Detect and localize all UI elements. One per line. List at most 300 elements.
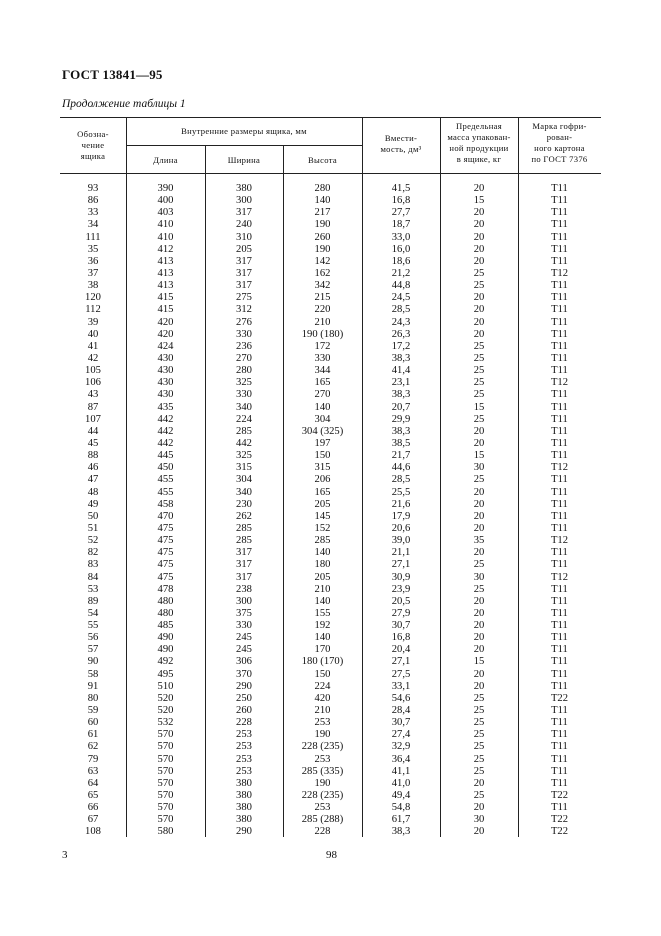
cell-designation: 39 xyxy=(87,316,99,328)
cell-max-mass: 20 xyxy=(473,292,485,304)
cell-length: 455 xyxy=(157,486,174,498)
cell-cardboard-grade: Т11 xyxy=(551,474,568,486)
header-designation: Обозна- чение ящика xyxy=(77,129,109,161)
cell-length: 495 xyxy=(157,668,174,680)
cell-capacity: 20,5 xyxy=(391,595,411,607)
cell-cardboard-grade: Т11 xyxy=(551,729,568,741)
cell-capacity: 30,9 xyxy=(391,571,411,583)
cell-capacity: 32,9 xyxy=(391,741,411,753)
cell-designation: 108 xyxy=(85,826,101,838)
cell-width: 290 xyxy=(236,826,252,838)
cell-cardboard-grade: Т12 xyxy=(550,377,569,389)
cell-capacity: 41,1 xyxy=(391,765,411,777)
table-row xyxy=(60,317,601,329)
cell-cardboard-grade: Т11 xyxy=(551,583,568,595)
cell-width: 240 xyxy=(236,219,252,231)
table-row xyxy=(60,620,601,632)
cell-cardboard-grade: Т11 xyxy=(551,437,568,449)
cell-cardboard-grade: Т11 xyxy=(551,741,568,753)
cell-capacity: 38,3 xyxy=(391,425,411,437)
table-row xyxy=(60,814,601,826)
cell-cardboard-grade: Т11 xyxy=(551,425,568,437)
cell-length: 490 xyxy=(157,632,174,644)
cell-length: 435 xyxy=(157,401,174,413)
cell-height: 228 (235) xyxy=(301,790,344,802)
cell-capacity: 44,6 xyxy=(391,462,411,474)
page-number-left: 3 xyxy=(62,849,68,861)
table-row xyxy=(60,268,601,280)
cell-length: 475 xyxy=(157,522,174,534)
cell-height: 285 xyxy=(314,535,331,547)
cell-width: 260 xyxy=(236,705,252,717)
cell-max-mass: 25 xyxy=(473,365,485,377)
cell-designation: 120 xyxy=(85,292,101,304)
cell-length: 442 xyxy=(157,425,174,437)
cell-width: 312 xyxy=(236,304,252,316)
cell-designation: 51 xyxy=(87,522,99,534)
cell-max-mass: 25 xyxy=(473,280,485,292)
cell-width: 250 xyxy=(236,692,252,704)
cell-max-mass: 20 xyxy=(473,425,485,437)
cell-max-mass: 20 xyxy=(473,522,485,534)
cell-cardboard-grade: Т11 xyxy=(551,765,568,777)
table-row xyxy=(60,766,601,778)
cell-max-mass: 25 xyxy=(473,377,485,389)
cell-height: 304 xyxy=(314,413,331,425)
cell-cardboard-grade: Т11 xyxy=(551,183,568,194)
cell-length: 520 xyxy=(157,705,174,717)
cell-designation: 47 xyxy=(87,474,99,486)
document-subtitle: Продолжение таблицы 1 xyxy=(62,98,186,110)
cell-max-mass: 25 xyxy=(473,765,485,777)
cell-cardboard-grade: Т11 xyxy=(551,802,568,814)
cell-cardboard-grade: Т11 xyxy=(551,231,568,243)
cell-capacity: 21,7 xyxy=(391,450,411,462)
cell-height: 224 xyxy=(314,680,331,692)
table-row xyxy=(60,681,601,693)
table-row xyxy=(60,389,601,401)
cell-designation: 44 xyxy=(87,425,99,437)
cell-width: 330 xyxy=(236,620,252,632)
table-row xyxy=(60,754,601,766)
table-row xyxy=(60,632,601,644)
header-cardboard-grade: Марка гофри- рован- ного картона по ГОСТ 7376 xyxy=(531,121,588,164)
cell-capacity: 41,5 xyxy=(391,183,411,194)
cell-length: 390 xyxy=(157,183,174,194)
cell-cardboard-grade: Т11 xyxy=(551,498,568,510)
cell-width: 253 xyxy=(236,765,252,777)
cell-designation: 80 xyxy=(87,692,99,704)
cell-designation: 107 xyxy=(85,413,101,425)
cell-max-mass: 20 xyxy=(473,595,485,607)
cell-height: 165 xyxy=(314,377,331,389)
cell-cardboard-grade: Т11 xyxy=(551,401,568,413)
cell-length: 458 xyxy=(157,498,174,510)
cell-cardboard-grade: Т11 xyxy=(551,486,568,498)
cell-width: 380 xyxy=(236,802,252,814)
cell-max-mass: 25 xyxy=(473,413,485,425)
table-row xyxy=(60,292,601,304)
cell-width: 275 xyxy=(236,292,252,304)
cell-width: 340 xyxy=(236,486,252,498)
cell-width: 205 xyxy=(236,243,252,255)
cell-height: 270 xyxy=(314,389,331,401)
cell-max-mass: 20 xyxy=(473,243,485,255)
table-row xyxy=(60,644,601,656)
cell-width: 253 xyxy=(236,741,252,753)
cell-length: 415 xyxy=(157,304,174,316)
cell-max-mass: 25 xyxy=(473,729,485,741)
cell-height: 155 xyxy=(314,607,331,619)
cell-designation: 62 xyxy=(87,741,99,753)
cell-max-mass: 25 xyxy=(473,753,485,765)
cell-length: 475 xyxy=(157,547,174,559)
cell-max-mass: 25 xyxy=(473,267,485,279)
cell-width: 253 xyxy=(236,753,252,765)
cell-max-mass: 25 xyxy=(473,583,485,595)
cell-width: 238 xyxy=(236,583,252,595)
cell-height: 420 xyxy=(314,692,331,704)
cell-cardboard-grade: Т11 xyxy=(551,510,568,522)
cell-height: 253 xyxy=(314,753,331,765)
cell-max-mass: 20 xyxy=(473,231,485,243)
cell-cardboard-grade: Т11 xyxy=(551,632,568,644)
cell-max-mass: 20 xyxy=(473,547,485,559)
cell-cardboard-grade: Т11 xyxy=(551,304,568,316)
cell-max-mass: 25 xyxy=(473,389,485,401)
table-row xyxy=(60,377,601,389)
cell-designation: 40 xyxy=(87,328,99,340)
cell-length: 480 xyxy=(157,595,174,607)
cell-capacity: 27,9 xyxy=(391,607,411,619)
cell-length: 570 xyxy=(157,765,174,777)
cell-height: 142 xyxy=(314,255,331,267)
cell-capacity: 28,4 xyxy=(391,705,411,717)
cell-capacity: 16,0 xyxy=(391,243,411,255)
cell-height: 285 (288) xyxy=(301,814,344,826)
cell-max-mass: 20 xyxy=(473,826,485,838)
cell-length: 415 xyxy=(157,292,174,304)
cell-designation: 91 xyxy=(87,680,99,692)
cell-designation: 38 xyxy=(87,280,99,292)
cell-width: 280 xyxy=(236,365,252,377)
cell-length: 430 xyxy=(157,352,174,364)
cell-width: 300 xyxy=(236,595,252,607)
cell-length: 475 xyxy=(157,535,174,547)
cell-designation: 88 xyxy=(87,450,99,462)
cell-max-mass: 20 xyxy=(473,207,485,219)
cell-height: 190 xyxy=(314,729,331,741)
cell-width: 290 xyxy=(236,680,252,692)
cell-length: 403 xyxy=(157,207,174,219)
cell-height: 140 xyxy=(314,547,331,559)
cell-designation: 60 xyxy=(87,717,99,729)
cell-max-mass: 20 xyxy=(473,620,485,632)
cell-width: 245 xyxy=(236,632,252,644)
header-length: Длина xyxy=(153,155,178,165)
cell-cardboard-grade: Т22 xyxy=(550,790,569,802)
cell-max-mass: 20 xyxy=(473,328,485,340)
cell-length: 570 xyxy=(157,741,174,753)
cell-designation: 56 xyxy=(87,632,99,644)
cell-length: 430 xyxy=(157,389,174,401)
cell-width: 317 xyxy=(236,207,252,219)
cell-height: 342 xyxy=(314,280,331,292)
cell-length: 570 xyxy=(157,802,174,814)
cell-width: 315 xyxy=(236,462,252,474)
cell-length: 485 xyxy=(157,620,174,632)
table-row xyxy=(60,219,601,231)
cell-length: 580 xyxy=(157,826,174,838)
cell-designation: 111 xyxy=(85,231,101,243)
cell-length: 570 xyxy=(157,790,174,802)
cell-width: 380 xyxy=(236,790,252,802)
cell-max-mass: 20 xyxy=(473,777,485,789)
cell-capacity: 18,7 xyxy=(391,219,411,231)
cell-width: 285 xyxy=(236,425,252,437)
header-max-mass: Предельная масса упакован- ной продукции в ящике, кг xyxy=(447,121,511,164)
cell-length: 420 xyxy=(157,328,174,340)
cell-designation: 42 xyxy=(87,352,99,364)
cell-cardboard-grade: Т11 xyxy=(551,328,568,340)
table-row xyxy=(60,535,601,547)
cell-width: 304 xyxy=(236,474,252,486)
cell-capacity: 18,6 xyxy=(391,255,411,267)
cell-capacity: 41,0 xyxy=(391,777,411,789)
document-title: ГОСТ 13841—95 xyxy=(62,67,163,82)
cell-max-mass: 20 xyxy=(473,183,485,194)
cell-capacity: 38,3 xyxy=(391,352,411,364)
header-width: Ширина xyxy=(227,155,261,165)
cell-cardboard-grade: Т11 xyxy=(551,219,568,231)
cell-height: 140 xyxy=(314,632,331,644)
cell-height: 152 xyxy=(314,522,331,534)
cell-width: 276 xyxy=(236,316,252,328)
cell-length: 413 xyxy=(157,280,174,292)
cell-max-mass: 35 xyxy=(473,535,485,547)
cell-designation: 54 xyxy=(87,607,99,619)
cell-length: 532 xyxy=(157,717,174,729)
cell-designation: 49 xyxy=(87,498,99,510)
cell-max-mass: 25 xyxy=(473,692,485,704)
cell-height: 330 xyxy=(314,352,331,364)
cell-capacity: 20,6 xyxy=(391,522,411,534)
cell-height: 217 xyxy=(314,207,331,219)
cell-cardboard-grade: Т11 xyxy=(551,717,568,729)
cell-width: 236 xyxy=(236,340,252,352)
cell-width: 262 xyxy=(236,510,252,522)
cell-capacity: 44,8 xyxy=(391,280,411,292)
cell-width: 317 xyxy=(236,267,252,279)
table-row xyxy=(60,438,601,450)
cell-width: 270 xyxy=(236,352,252,364)
cell-designation: 64 xyxy=(87,777,99,789)
cell-designation: 105 xyxy=(85,365,101,377)
table-row xyxy=(60,365,601,377)
table-row xyxy=(60,426,601,438)
cell-designation: 57 xyxy=(87,644,99,656)
cell-cardboard-grade: Т22 xyxy=(550,826,569,838)
cell-capacity: 49,4 xyxy=(391,790,411,802)
cell-height: 150 xyxy=(314,450,331,462)
cell-capacity: 27,1 xyxy=(391,656,411,668)
cell-max-mass: 20 xyxy=(473,316,485,328)
cell-height: 140 xyxy=(314,195,331,207)
cell-height: 140 xyxy=(314,401,331,413)
cell-height: 192 xyxy=(314,620,331,632)
table-row xyxy=(60,256,601,268)
cell-height: 190 xyxy=(314,243,331,255)
cell-designation: 58 xyxy=(87,668,99,680)
cell-designation: 43 xyxy=(87,389,99,401)
cell-cardboard-grade: Т11 xyxy=(551,280,568,292)
cell-cardboard-grade: Т11 xyxy=(551,365,568,377)
cell-max-mass: 20 xyxy=(473,668,485,680)
cell-designation: 59 xyxy=(87,705,99,717)
cell-cardboard-grade: Т12 xyxy=(550,535,569,547)
cell-length: 410 xyxy=(157,231,174,243)
cell-designation: 86 xyxy=(87,195,99,207)
cell-length: 442 xyxy=(157,413,174,425)
cell-max-mass: 20 xyxy=(473,510,485,522)
cell-designation: 106 xyxy=(85,377,101,389)
cell-designation: 82 xyxy=(87,547,99,559)
cell-cardboard-grade: Т12 xyxy=(550,462,569,474)
table-row xyxy=(60,523,601,535)
cell-height: 344 xyxy=(314,365,331,377)
cell-capacity: 20,4 xyxy=(391,644,411,656)
cell-max-mass: 20 xyxy=(473,607,485,619)
cell-designation: 84 xyxy=(87,571,99,583)
table-row xyxy=(60,341,601,353)
table-row xyxy=(60,207,601,219)
table-top-border xyxy=(60,117,601,118)
table-row xyxy=(60,462,601,474)
cell-cardboard-grade: Т11 xyxy=(551,680,568,692)
table-row xyxy=(60,450,601,462)
header-bottom-border xyxy=(60,173,601,174)
cell-width: 300 xyxy=(236,195,252,207)
cell-capacity: 61,7 xyxy=(391,814,411,826)
cell-designation: 53 xyxy=(87,583,99,595)
cell-width: 340 xyxy=(236,401,252,413)
cell-cardboard-grade: Т11 xyxy=(551,316,568,328)
cell-capacity: 38,3 xyxy=(391,389,411,401)
table-body xyxy=(60,183,601,839)
table-row xyxy=(60,499,601,511)
cell-capacity: 29,9 xyxy=(391,413,411,425)
cell-capacity: 27,4 xyxy=(391,729,411,741)
cell-capacity: 36,4 xyxy=(391,753,411,765)
cell-capacity: 21,2 xyxy=(391,267,411,279)
cell-capacity: 17,9 xyxy=(391,510,411,522)
cell-length: 445 xyxy=(157,450,174,462)
cell-max-mass: 15 xyxy=(473,450,485,462)
cell-cardboard-grade: Т11 xyxy=(551,413,568,425)
cell-height: 304 (325) xyxy=(301,425,344,437)
cell-designation: 35 xyxy=(87,243,99,255)
cell-width: 370 xyxy=(236,668,252,680)
data-table xyxy=(60,117,601,837)
cell-max-mass: 25 xyxy=(473,717,485,729)
cell-designation: 61 xyxy=(87,729,99,741)
cell-designation: 52 xyxy=(87,535,99,547)
cell-length: 450 xyxy=(157,462,174,474)
cell-designation: 48 xyxy=(87,486,99,498)
cell-width: 285 xyxy=(236,522,252,534)
cell-max-mass: 25 xyxy=(473,559,485,571)
table-row xyxy=(60,584,601,596)
cell-cardboard-grade: Т11 xyxy=(551,292,568,304)
cell-height: 315 xyxy=(314,462,331,474)
cell-designation: 41 xyxy=(87,340,99,352)
cell-capacity: 21,1 xyxy=(391,547,411,559)
cell-max-mass: 25 xyxy=(473,790,485,802)
cell-designation: 87 xyxy=(87,401,99,413)
cell-max-mass: 20 xyxy=(473,498,485,510)
cell-width: 245 xyxy=(236,644,252,656)
cell-capacity: 54,8 xyxy=(391,802,411,814)
cell-max-mass: 20 xyxy=(473,219,485,231)
cell-max-mass: 15 xyxy=(473,401,485,413)
cell-height: 253 xyxy=(314,802,331,814)
cell-height: 190 xyxy=(314,219,331,231)
cell-length: 413 xyxy=(157,267,174,279)
cell-cardboard-grade: Т11 xyxy=(551,559,568,571)
cell-cardboard-grade: Т11 xyxy=(551,777,568,789)
header-inner-dimensions: Внутренние размеры ящика, мм xyxy=(181,126,307,136)
table-row xyxy=(60,280,601,292)
cell-height: 150 xyxy=(314,668,331,680)
cell-width: 380 xyxy=(236,183,252,194)
cell-capacity: 27,7 xyxy=(391,207,411,219)
cell-cardboard-grade: Т11 xyxy=(551,352,568,364)
cell-width: 330 xyxy=(236,389,252,401)
cell-height: 280 xyxy=(314,183,331,194)
cell-height: 210 xyxy=(314,705,331,717)
cell-designation: 34 xyxy=(87,219,99,231)
cell-width: 380 xyxy=(236,814,252,826)
cell-designation: 46 xyxy=(87,462,99,474)
cell-designation: 45 xyxy=(87,437,99,449)
cell-capacity: 16,8 xyxy=(391,195,411,207)
page-number-center: 98 xyxy=(326,849,337,861)
cell-cardboard-grade: Т22 xyxy=(550,692,569,704)
cell-cardboard-grade: Т11 xyxy=(551,668,568,680)
cell-height: 190 xyxy=(314,777,331,789)
cell-capacity: 38,3 xyxy=(391,826,411,838)
cell-height: 172 xyxy=(314,340,331,352)
table-row xyxy=(60,802,601,814)
cell-width: 442 xyxy=(236,437,252,449)
cell-length: 430 xyxy=(157,365,174,377)
cell-max-mass: 25 xyxy=(473,741,485,753)
cell-designation: 37 xyxy=(87,267,99,279)
cell-cardboard-grade: Т11 xyxy=(551,595,568,607)
cell-width: 306 xyxy=(236,656,252,668)
cell-designation: 83 xyxy=(87,559,99,571)
cell-length: 430 xyxy=(157,377,174,389)
cell-max-mass: 30 xyxy=(473,571,485,583)
cell-height: 180 (170) xyxy=(301,656,344,668)
cell-cardboard-grade: Т12 xyxy=(550,267,569,279)
table-row xyxy=(60,487,601,499)
cell-length: 413 xyxy=(157,255,174,267)
table-row xyxy=(60,717,601,729)
cell-capacity: 23,1 xyxy=(391,377,411,389)
cell-width: 310 xyxy=(236,231,252,243)
cell-cardboard-grade: Т11 xyxy=(551,195,568,207)
